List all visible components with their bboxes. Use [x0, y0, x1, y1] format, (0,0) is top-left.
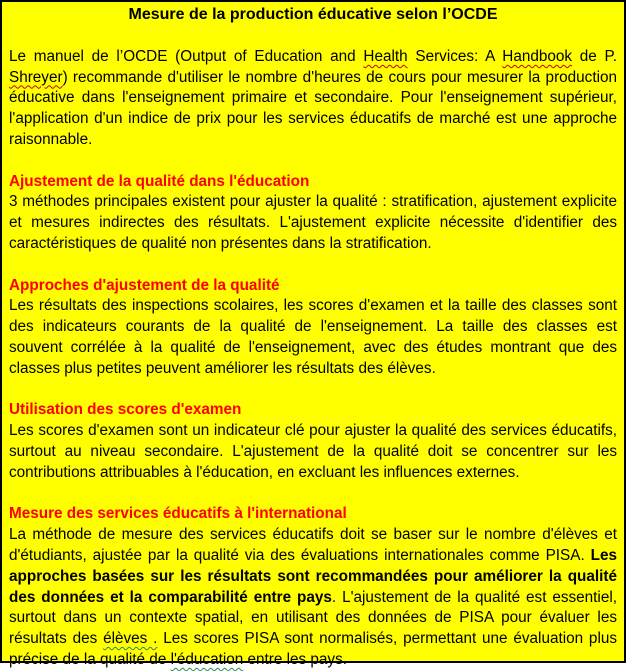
- section-heading-exam-scores: Utilisation des scores d'examen: [9, 401, 242, 419]
- section-text: Les scores PISA sont normalisés, permettant une évaluation plus précise de la qualité de: [9, 630, 617, 668]
- intro-text: ) recommande d'utiliser le nombre d'heures de cours pour mesurer la production éducative dans l'enseignement primaire et secondaire. Pour l'enseignement supérieur, l'application d'un indice de prix pour les services éducatifs de marché est une approche raisonnable.: [9, 68, 617, 148]
- section-heading-international: Mesure des services éducatifs à l'international: [9, 505, 347, 523]
- spacer: [2, 151, 624, 172]
- box-title: Mesure de la production éducative selon l’OCDE: [128, 6, 498, 23]
- grammar-flagged-word: élèves .: [103, 630, 158, 648]
- section-text-international: [9, 525, 617, 671]
- section-text-exam-scores: Les scores d'examen sont un indicateur clé pour ajuster la qualité des services éducatifs, surtout au niveau secondaire. L'ajustement de la qualité doit se concentrer sur les contributions attribuables à l'éducation, en excluant les influences externes.: [9, 422, 617, 481]
- section-heading-quality-adjustment: Ajustement de la qualité dans l'éducation: [9, 172, 310, 190]
- section-text: La méthode de mesure des services éducatifs doit se baser sur le nombre d'élèves et d'étudiants, ajustée par la qualité via des évaluations internationales comme PISA.: [9, 526, 617, 564]
- intro-text: Services: A: [407, 47, 503, 65]
- section-text: entre les pays.: [243, 650, 347, 668]
- grammar-flagged-word: l'éducation: [170, 650, 244, 668]
- intro-paragraph: [9, 47, 617, 151]
- section-text: . L'ajustement de la qualité est essentiel, surtout dans un contexte spatial, en utilisant des données de PISA pour évaluer les résultats des: [9, 588, 617, 648]
- spacer: [2, 26, 624, 47]
- bold-emphasis: Les approches basées sur les résultats sont recommandées pour améliorer la qualité des données et la comparabilité entre pays: [9, 546, 617, 606]
- spacer: [2, 484, 624, 505]
- section-text-adjustment-approaches: Les résultats des inspections scolaires, les scores d'examen et la taille des classes sont des indicateurs courants de la qualité de l'enseignement. La taille des classes est souvent corrélée à la qualité de l'enseignement, avec des études montrant que des classes plus petites peuvent améliorer les résultats des élèves.: [9, 297, 617, 377]
- spellcheck-word: Health: [363, 47, 408, 65]
- section-heading-adjustment-approaches: Approches d'ajustement de la qualité: [9, 276, 280, 294]
- intro-text: de P.: [572, 47, 618, 65]
- intro-text: Le manuel de l’OCDE (Output of Education and: [9, 47, 364, 65]
- section-text-quality-adjustment: 3 méthodes principales existent pour ajuster la qualité : stratification, ajustement explicite et mesures indirectes des résultats. L'ajustement explicite nécessite d'identifier des caractéristiques de qualité non présentes dans la stratification.: [9, 193, 617, 252]
- spacer: [2, 255, 624, 276]
- spellcheck-word: Shreyer: [9, 68, 63, 86]
- spacer: [2, 380, 624, 401]
- spellcheck-word: Handbook: [502, 47, 573, 65]
